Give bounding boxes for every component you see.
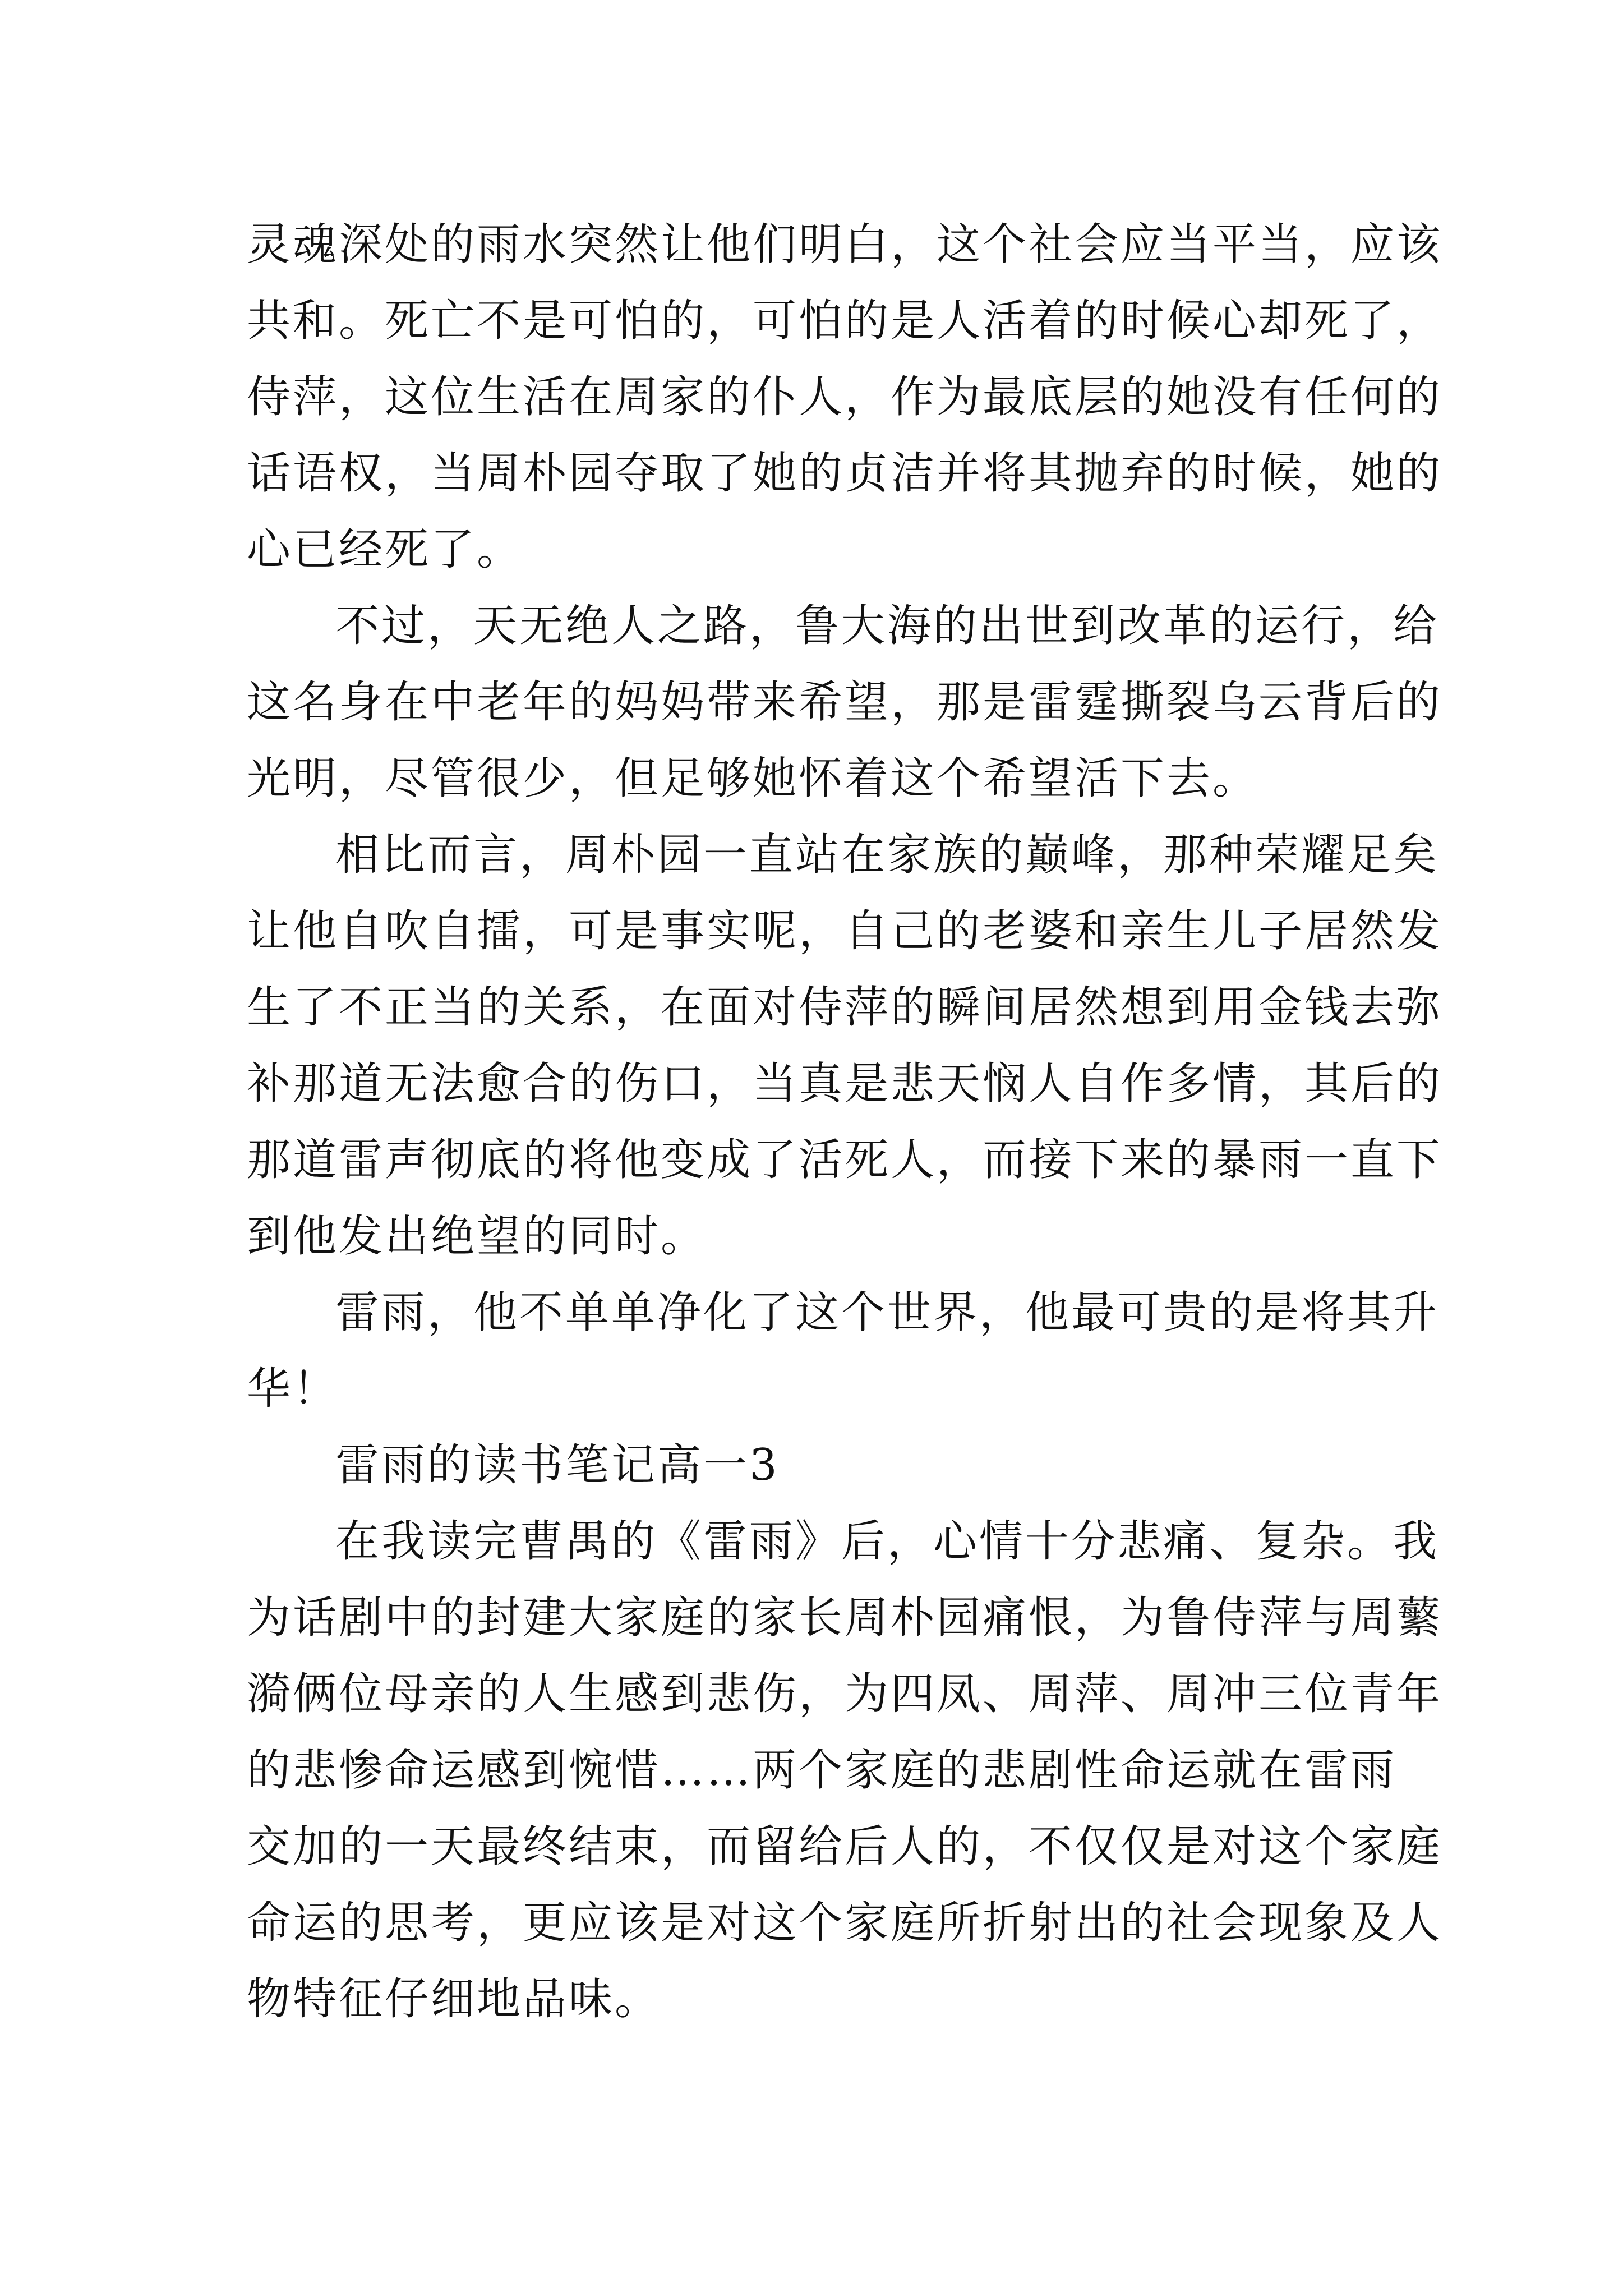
text-line: 命运的思考，更应该是对这个家庭所折射出的社会现象及人	[247, 1898, 1443, 1948]
paragraph-start-line: 相比而言，周朴园一直站在家族的巅峰，那种荣耀足矣	[335, 830, 1440, 880]
text-line: 光明，尽管很少，但足够她怀着这个希望活下去。	[247, 753, 1259, 804]
text-line: 这名身在中老年的妈妈带来希望，那是雷霆撕裂乌云背后的	[247, 677, 1443, 728]
text-line: 生了不正当的关系，在面对侍萍的瞬间居然想到用金钱去弥	[247, 982, 1443, 1033]
text-line: 那道雷声彻底的将他变成了活死人，而接下来的暴雨一直下	[247, 1135, 1443, 1185]
text-line: 交加的一天最终结束，而留给后人的，不仅仅是对这个家庭	[247, 1821, 1443, 1872]
text-line: 侍萍，这位生活在周家的仆人，作为最底层的她没有任何的	[247, 372, 1443, 422]
text-line: 补那道无法愈合的伤口，当真是悲天悯人自作多情，其后的	[247, 1059, 1443, 1109]
text-line: 物特征仔细地品味。	[247, 1974, 661, 2024]
paragraph-start-line: 不过，天无绝人之路，鲁大海的出世到改革的运行，给	[335, 601, 1440, 651]
text-line: 到他发出绝望的同时。	[247, 1211, 707, 1262]
text-line: 为话剧中的封建大家庭的家长周朴园痛恨，为鲁侍萍与周蘩	[247, 1593, 1443, 1643]
text-line: 让他自吹自擂，可是事实呢，自己的老婆和亲生儿子居然发	[247, 906, 1443, 956]
paragraph-start-line: 在我读完曹禺的《雷雨》后，心情十分悲痛、复杂。我	[335, 1516, 1440, 1567]
section-heading: 雷雨的读书笔记高一3	[335, 1440, 780, 1490]
text-line: 话语权，当周朴园夺取了她的贞洁并将其抛弃的时候，她的	[247, 448, 1443, 499]
text-line: 的悲惨命运感到惋惜……两个家庭的悲剧性命运就在雷雨	[247, 1745, 1397, 1796]
text-line: 华！	[247, 1364, 339, 1414]
document-body	[247, 206, 1443, 2037]
text-line: 共和。死亡不是可怕的，可怕的是人活着的时候心却死了，	[247, 296, 1443, 346]
text-line: 漪俩位母亲的人生感到悲伤，为四凤、周萍、周冲三位青年	[247, 1669, 1443, 1719]
paragraph-start-line: 雷雨，他不单单净化了这个世界，他最可贵的是将其升	[335, 1287, 1440, 1338]
text-line: 心已经死了。	[247, 524, 523, 575]
text-line: 灵魂深处的雨水突然让他们明白，这个社会应当平当，应该	[247, 219, 1443, 270]
